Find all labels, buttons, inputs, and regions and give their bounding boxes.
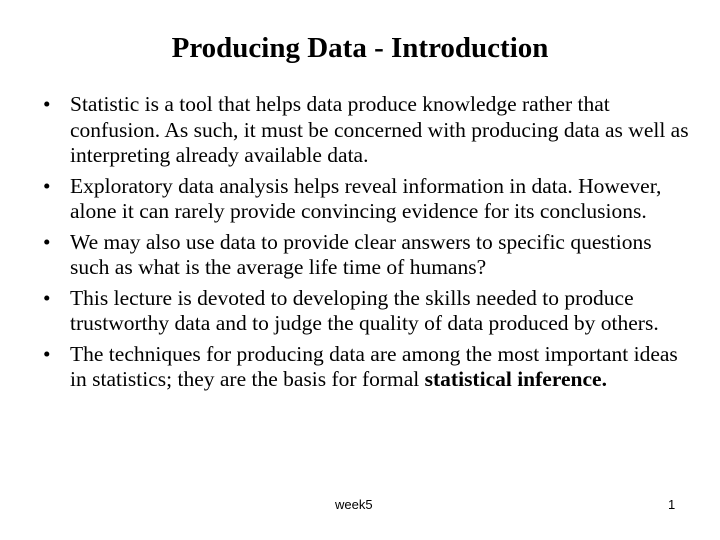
bullet-text: Exploratory data analysis helps reveal information in data. However, alone it can rarely provide convincing evidence for its conclusions. (70, 173, 662, 223)
footer-label: week5 (335, 497, 373, 512)
bullet-text: The techniques for producing data are among the most important ideas in statistics; they are the basis for formal (70, 341, 678, 391)
bullet-text: Statistic is a tool that helps data produce knowledge rather that confusion. As such, it must be concerned with producing data as well as interpreting already available data. (70, 92, 689, 167)
bullet-item (43, 342, 693, 393)
bullet-icon: • (43, 92, 51, 116)
bullet-item (43, 286, 693, 337)
bullet-icon: • (43, 173, 51, 198)
bullet-item (43, 92, 693, 169)
bullet-bold-text: statistical inference. (424, 367, 607, 391)
bullet-icon: • (43, 341, 51, 366)
bullet-text: We may also use data to provide clear answers to specific questions such as what is the average life time of humans? (70, 229, 652, 279)
page-number: 1 (668, 497, 676, 512)
bullet-text: This lecture is devoted to developing the skills needed to produce trustworthy data and to judge the quality of data produced by others. (70, 285, 659, 335)
bullet-item (43, 174, 693, 225)
bullet-icon: • (43, 285, 51, 310)
bullet-icon: • (43, 229, 51, 254)
slide-title: Producing Data - Introduction (171, 32, 549, 64)
bullet-item (43, 230, 693, 281)
bullet-list (43, 92, 693, 398)
